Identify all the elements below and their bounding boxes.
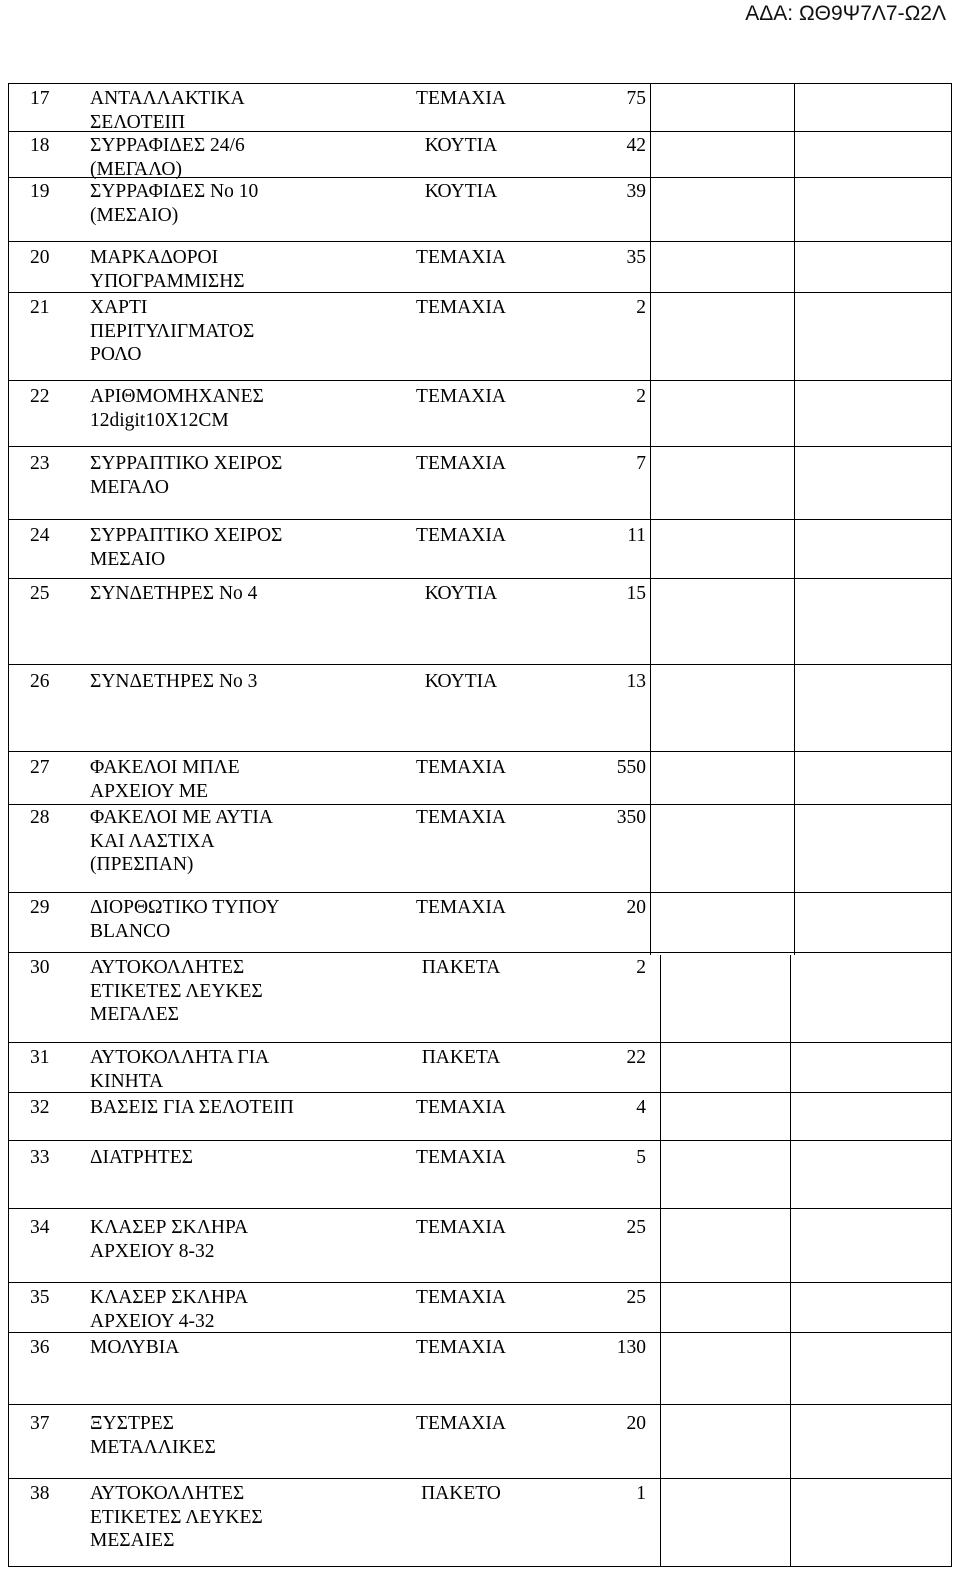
item-description: ΚΛΑΣΕΡ ΣΚΛΗΡΑ ΑΡΧΕΙΟΥ 4-32	[90, 1287, 249, 1332]
item-unit: ΠΑΚΕΤΑ	[421, 1047, 501, 1068]
table-row-border	[8, 1208, 952, 1209]
item-quantity: 20	[626, 897, 646, 918]
item-quantity: 2	[636, 386, 646, 407]
table-row-border	[8, 1282, 952, 1283]
item-unit: ΚΟΥΤΙΑ	[424, 181, 498, 202]
item-description: ΧΑΡΤΙ ΠΕΡΙΤΥΛΙΓΜΑΤΟΣ ΡΟΛΟ	[90, 297, 255, 365]
row-number: 36	[30, 1337, 50, 1358]
row-number: 37	[30, 1413, 50, 1434]
item-quantity: 35	[626, 247, 646, 268]
item-unit: ΤΕΜΑΧΙΑ	[416, 1413, 506, 1434]
item-unit: ΤΕΜΑΧΙΑ	[416, 1147, 506, 1168]
item-unit: ΤΕΜΑΧΙΑ	[416, 757, 506, 778]
row-number: 22	[30, 386, 50, 407]
row-number: 20	[30, 247, 50, 268]
row-number: 19	[30, 181, 50, 202]
item-description: ΜΑΡΚΑΔΟΡΟΙ ΥΠΟΓΡΑΜΜΙΣΗΣ	[90, 247, 245, 292]
item-quantity: 22	[626, 1047, 646, 1068]
item-description: ΒΑΣΕΙΣ ΓΙΑ ΣΕΛΟΤΕΙΠ	[90, 1097, 294, 1118]
row-number: 33	[30, 1147, 50, 1168]
item-quantity: 20	[626, 1413, 646, 1434]
table-row-border	[8, 446, 952, 447]
item-description: ΣΥΡΡΑΦΙΔΕΣ Νο 10 (ΜΕΣΑΙΟ)	[90, 181, 259, 226]
table-row-border	[8, 892, 952, 893]
item-quantity: 1	[636, 1483, 646, 1504]
row-number: 25	[30, 583, 50, 604]
row-number: 29	[30, 897, 50, 918]
table-row-border	[8, 952, 952, 953]
item-description: ΣΥΝΔΕΤΗΡΕΣ Νο 4	[90, 583, 258, 604]
item-unit: ΤΕΜΑΧΙΑ	[416, 807, 506, 828]
table-row-border	[8, 241, 952, 242]
item-quantity: 7	[636, 453, 646, 474]
row-number: 35	[30, 1287, 50, 1308]
item-unit: ΚΟΥΤΙΑ	[424, 583, 498, 604]
row-number: 31	[30, 1047, 50, 1068]
item-description: ΦΑΚΕΛΟΙ ΜΕ ΑΥΤΙΑ ΚΑΙ ΛΑΣΤΙΧΑ (ΠΡΕΣΠΑΝ)	[90, 807, 273, 875]
table-column-border	[790, 955, 791, 1566]
item-unit: ΤΕΜΑΧΙΑ	[416, 1337, 506, 1358]
table-row-border	[8, 1140, 952, 1141]
item-description: ΔΙΑΤΡΗΤΕΣ	[90, 1147, 193, 1168]
row-number: 32	[30, 1097, 50, 1118]
item-unit: ΠΑΚΕΤΟ	[421, 1483, 501, 1504]
row-number: 30	[30, 957, 50, 978]
row-number: 21	[30, 297, 50, 318]
table-row-border	[8, 83, 952, 84]
item-description: ΣΥΝΔΕΤΗΡΕΣ Νο 3	[90, 671, 258, 692]
item-quantity: 25	[626, 1217, 646, 1238]
item-unit: ΤΕΜΑΧΙΑ	[416, 453, 506, 474]
item-description: ΚΛΑΣΕΡ ΣΚΛΗΡΑ ΑΡΧΕΙΟΥ 8-32	[90, 1217, 249, 1262]
item-unit: ΚΟΥΤΙΑ	[424, 671, 498, 692]
item-unit: ΤΕΜΑΧΙΑ	[416, 247, 506, 268]
item-description: ΞΥΣΤΡΕΣ ΜΕΤΑΛΛΙΚΕΣ	[90, 1413, 216, 1458]
item-quantity: 42	[626, 135, 646, 156]
item-description: ΑΡΙΘΜΟΜΗΧΑΝΕΣ 12digit10X12CM	[90, 386, 264, 431]
row-number: 18	[30, 135, 50, 156]
item-quantity: 15	[626, 583, 646, 604]
item-description: ΜΟΛΥΒΙΑ	[90, 1337, 180, 1358]
item-quantity: 5	[636, 1147, 646, 1168]
row-number: 24	[30, 525, 50, 546]
row-number: 28	[30, 807, 50, 828]
item-unit: ΚΟΥΤΙΑ	[424, 135, 498, 156]
item-unit: ΤΕΜΑΧΙΑ	[416, 88, 506, 109]
item-quantity: 2	[636, 957, 646, 978]
table-row-border	[8, 519, 952, 520]
item-description: ΑΥΤΟΚΟΛΛΗΤΕΣ ΕΤΙΚΕΤΕΣ ΛΕΥΚΕΣ ΜΕΓΑΛΕΣ	[90, 957, 263, 1025]
item-quantity: 550	[616, 757, 646, 778]
document-id-stamp: ΑΔΑ: ΩΘ9Ψ7Λ7-Ω2Λ	[745, 2, 946, 25]
table-column-border	[650, 83, 651, 955]
item-description: ΔΙΟΡΘΩΤΙΚΟ ΤΥΠΟΥ BLANCO	[90, 897, 280, 942]
row-number: 26	[30, 671, 50, 692]
table-row-border	[8, 1478, 952, 1479]
item-quantity: 4	[636, 1097, 646, 1118]
table-row-border	[8, 804, 952, 805]
table-row-border	[8, 664, 952, 665]
item-unit: ΤΕΜΑΧΙΑ	[416, 297, 506, 318]
table-row-border	[8, 380, 952, 381]
table-row-border	[8, 1566, 952, 1567]
item-unit: ΤΕΜΑΧΙΑ	[416, 1097, 506, 1118]
item-unit: ΠΑΚΕΤΑ	[421, 957, 501, 978]
item-description: ΣΥΡΡΑΦΙΔΕΣ 24/6 (ΜΕΓΑΛΟ)	[90, 135, 245, 180]
table-row-border	[8, 1042, 952, 1043]
table-column-border	[660, 955, 661, 1566]
table-column-border	[951, 83, 952, 1566]
item-unit: ΤΕΜΑΧΙΑ	[416, 897, 506, 918]
table-column-border	[794, 83, 795, 955]
row-number: 34	[30, 1217, 50, 1238]
row-number: 27	[30, 757, 50, 778]
item-description: ΑΝΤΑΛΛΑΚΤΙΚΑ ΣΕΛΟΤΕΙΠ	[90, 88, 245, 133]
item-description: ΣΥΡΡΑΠΤΙΚΟ ΧΕΙΡΟΣ ΜΕΣΑΙΟ	[90, 525, 283, 570]
item-quantity: 39	[626, 181, 646, 202]
table-column-border	[8, 83, 9, 1566]
item-unit: ΤΕΜΑΧΙΑ	[416, 525, 506, 546]
item-quantity: 350	[616, 807, 646, 828]
row-number: 17	[30, 88, 50, 109]
item-quantity: 11	[627, 525, 646, 546]
item-unit: ΤΕΜΑΧΙΑ	[416, 1217, 506, 1238]
row-number: 38	[30, 1483, 50, 1504]
item-description: ΑΥΤΟΚΟΛΛΗΤΑ ΓΙΑ ΚΙΝΗΤΑ	[90, 1047, 270, 1092]
item-quantity: 2	[636, 297, 646, 318]
item-unit: ΤΕΜΑΧΙΑ	[416, 1287, 506, 1308]
table-row-border	[8, 1404, 952, 1405]
row-number: 23	[30, 453, 50, 474]
item-description: ΦΑΚΕΛΟΙ ΜΠΛΕ ΑΡΧΕΙΟΥ ΜΕ	[90, 757, 240, 802]
table-row-border	[8, 578, 952, 579]
item-quantity: 75	[626, 88, 646, 109]
item-quantity: 25	[626, 1287, 646, 1308]
table-row-border	[8, 751, 952, 752]
item-unit: ΤΕΜΑΧΙΑ	[416, 386, 506, 407]
item-quantity: 13	[626, 671, 646, 692]
item-quantity: 130	[616, 1337, 646, 1358]
item-description: ΣΥΡΡΑΠΤΙΚΟ ΧΕΙΡΟΣ ΜΕΓΑΛΟ	[90, 453, 283, 498]
item-description: ΑΥΤΟΚΟΛΛΗΤΕΣ ΕΤΙΚΕΤΕΣ ΛΕΥΚΕΣ ΜΕΣΑΙΕΣ	[90, 1483, 263, 1551]
